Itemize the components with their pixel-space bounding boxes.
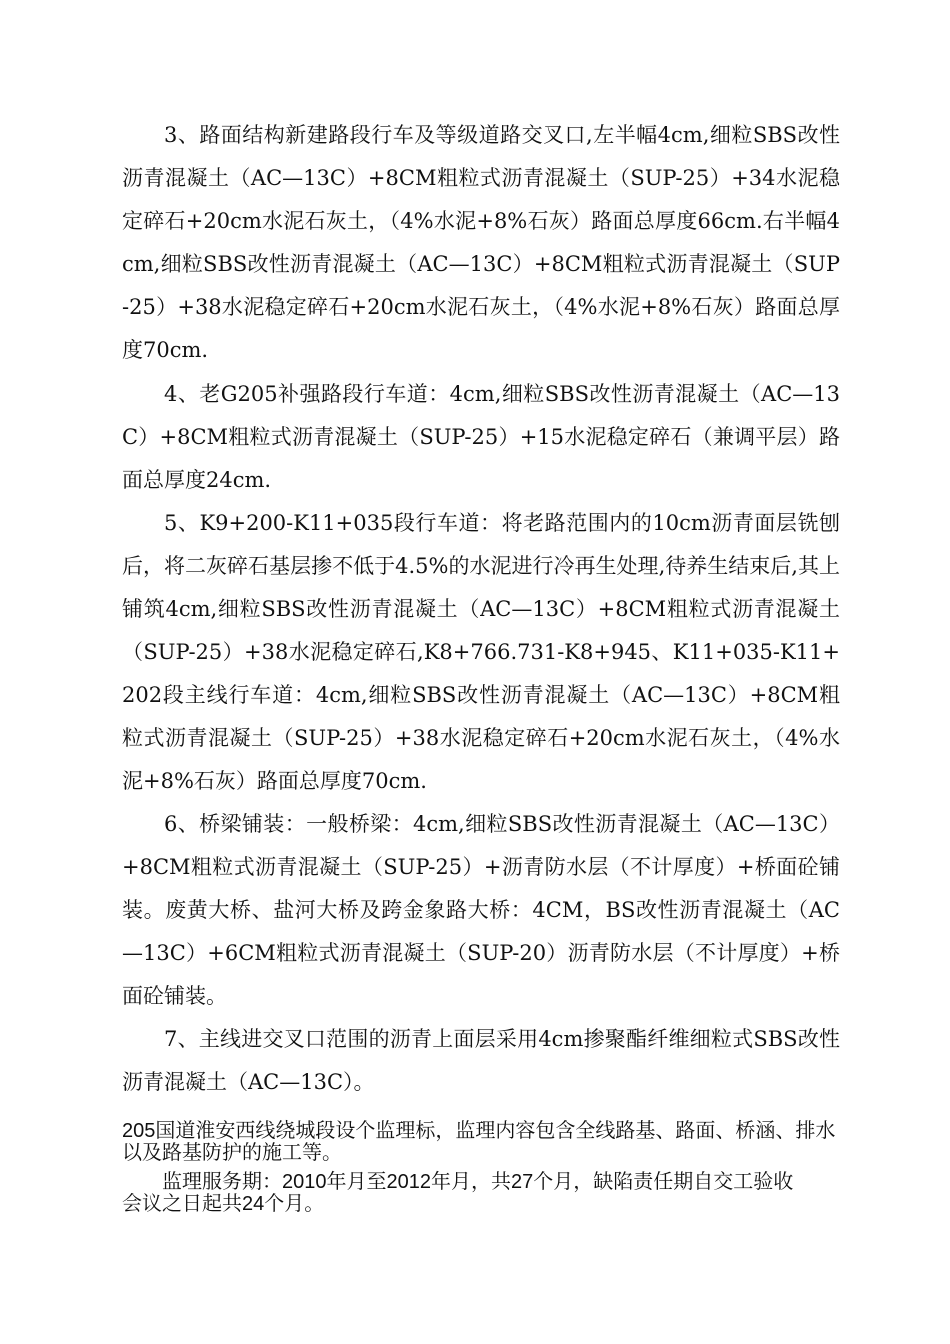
paragraph-7-intersection: 7、主线进交叉口范围的沥青上面层采用4cm掺聚酯纤维细粒式SBS改性沥青混凝土（AC—13C）。 bbox=[122, 1027, 840, 1094]
paragraph-4-old-g205: 4、老G205补强路段行车道：4cm,细粒SBS改性沥青混凝土（AC—13C）+8CM粗粒式沥青混凝土（SUP-25）+15水泥稳定碎石（兼调平层）路面总厚度24cm. bbox=[122, 382, 840, 492]
paragraph-6-bridge-paving: 6、桥梁铺装：一般桥梁：4cm,细粒SBS改性沥青混凝土（AC—13C）+8CM粗粒式沥青混凝土（SUP-25）+沥青防水层（不计厚度）+桥面砼铺装。废黄大桥、盐河大桥及跨金象路大桥：4CM，BS改性沥青混凝土（AC—13C）+6CM粗粒式沥青混凝土（SUP-20）沥青防水层（不计厚度）+桥面砼铺装。 bbox=[122, 812, 840, 1008]
paragraph-3-pavement-structure: 3、路面结构新建路段行车及等级道路交叉口,左半幅4cm,细粒SBS改性沥青混凝土（AC—13C）+8CM粗粒式沥青混凝土（SUP-25）+34水泥稳定碎石+20cm水泥石灰土，（4%水泥+8%石灰）路面总厚度66cm.右半幅4cm,细粒SBS改性沥青混凝土（AC—13C）+8CM粗粒式沥青混凝土（SUP-25）+38水泥稳定碎石+20cm水泥石灰土，（4%水泥+8%石灰）路面总厚度70cm. bbox=[122, 123, 840, 362]
supervision-period-text: 监理服务期：2010年月至2012年月，共27个月，缺陷责任期自交工验收会议之日起共24个月。 bbox=[122, 1171, 794, 1215]
supervision-scope-text: 205国道淮安西线绕城段设个监理标，监理内容包含全线路基、路面、桥涵、排水以及路基防护的施工等。 bbox=[122, 1120, 836, 1164]
paragraph-5-k9-section: 5、K9+200-K11+035段行车道：将老路范围内的10cm沥青面层铣刨后，将二灰碎石基层掺不低于4.5%的水泥进行冷再生处理,待养生结束后,其上铺筑4cm,细粒SBS改性沥青混凝土（AC—13C）+8CM粗粒式沥青混凝土（SUP-25）+38水泥稳定碎石,K8+766.731-K8+945、K11+035-K11+202段主线行车道：4cm,细粒SBS改性沥青混凝土（AC—13C）+8CM粗粒式沥青混凝土（SUP-25）+38水泥稳定碎石+20cm水泥石灰土，（4%水泥+8%石灰）路面总厚度70cm. bbox=[122, 511, 840, 793]
